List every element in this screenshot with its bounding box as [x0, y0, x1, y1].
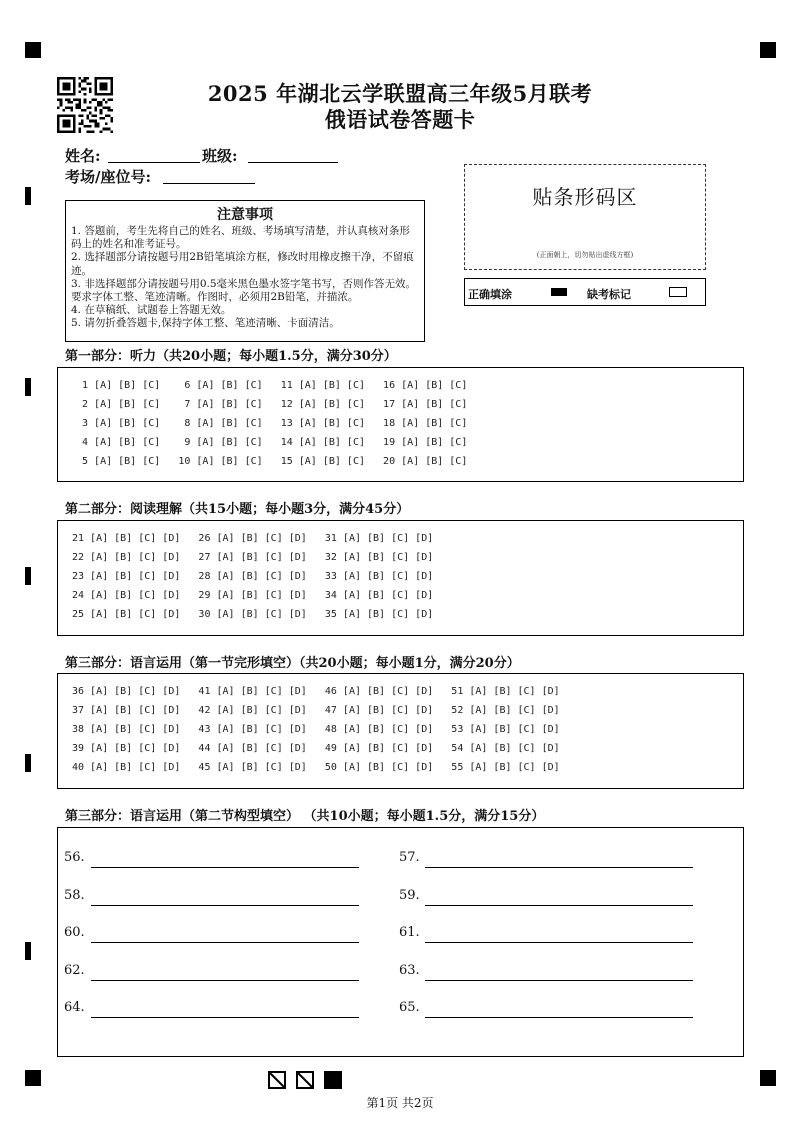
notice-item: 2. 选择题部分请按题号用2B铅笔填涂方框，修改时用橡皮擦干净，不留痕迹。	[71, 251, 414, 277]
answer-row[interactable]: 38 [A] [B] [C] [D] 43 [A] [B] [C] [D] 48 [A] [B] [C] [D] 53 [A] [B] [C] [D]	[72, 724, 560, 735]
exam-title: 2025 年湖北云学联盟高三年级5月联考	[207, 81, 593, 106]
answer-sheet-title: 俄语试卷答题卡	[324, 107, 476, 132]
fill-label-60: 60.	[64, 925, 85, 940]
fill-label-62: 62.	[64, 963, 85, 978]
barcode-title: 贴条形码区	[532, 185, 638, 209]
timing-mark	[25, 754, 31, 772]
section2-header: 第二部分：阅读理解（共15小题；每小题3分，满分45分）	[65, 502, 410, 517]
fill-label-65: 65.	[399, 1000, 420, 1015]
absent-mark-label: 缺考标记	[587, 288, 631, 301]
fill-label-61: 61.	[399, 925, 420, 940]
answer-line-59[interactable]	[425, 904, 693, 906]
name-label: 姓名:	[65, 147, 101, 165]
answer-row[interactable]: 40 [A] [B] [C] [D] 45 [A] [B] [C] [D] 50 [A] [B] [C] [D] 55 [A] [B] [C] [D]	[72, 762, 560, 773]
answer-row[interactable]: 21 [A] [B] [C] [D] 26 [A] [B] [C] [D] 31 [A] [B] [C] [D]	[72, 533, 434, 544]
section3a-answer-box	[57, 673, 744, 789]
corner-mark-top-right	[760, 42, 776, 58]
barcode-note: (正面朝上，切勿贴出虚线方框)	[536, 251, 634, 259]
answer-line-57[interactable]	[425, 866, 693, 868]
absent-mark-checkbox[interactable]	[669, 287, 687, 297]
answer-row[interactable]: 1 [A] [B] [C] 6 [A] [B] [C] 11 [A] [B] [C] 16 [A] [B] [C]	[76, 380, 468, 391]
page-code-filled-mark	[324, 1071, 342, 1089]
answer-line-65[interactable]	[425, 1016, 693, 1018]
fill-guide	[464, 278, 706, 306]
answer-line-62[interactable]	[91, 979, 359, 981]
answer-row[interactable]: 2 [A] [B] [C] 7 [A] [B] [C] 12 [A] [B] [C] 17 [A] [B] [C]	[76, 399, 468, 410]
timing-mark	[25, 942, 31, 960]
class-label: 班级:	[202, 147, 238, 165]
fill-label-64: 64.	[64, 1000, 85, 1015]
section3b-header: 第三部分：语言运用（第二节构型填空） （共10小题；每小题1.5分，满分15分）	[65, 809, 545, 824]
barcode-area	[464, 164, 706, 270]
answer-line-56[interactable]	[91, 866, 359, 868]
fill-label-58: 58.	[64, 888, 85, 903]
notice-box	[65, 200, 425, 342]
answer-line-64[interactable]	[91, 1016, 359, 1018]
corner-mark-bottom-left	[25, 1070, 41, 1086]
answer-row[interactable]: 22 [A] [B] [C] [D] 27 [A] [B] [C] [D] 32 [A] [B] [C] [D]	[72, 552, 434, 563]
exam-room-label: 考场/座位号:	[65, 168, 152, 186]
answer-row[interactable]: 36 [A] [B] [C] [D] 41 [A] [B] [C] [D] 46 [A] [B] [C] [D] 51 [A] [B] [C] [D]	[72, 686, 560, 697]
fill-label-57: 57.	[399, 850, 420, 865]
section2-answer-box	[57, 520, 744, 636]
answer-row[interactable]: 23 [A] [B] [C] [D] 28 [A] [B] [C] [D] 33 [A] [B] [C] [D]	[72, 571, 434, 582]
section1-header: 第一部分：听力（共20小题；每小题1.5分，满分30分）	[65, 349, 397, 364]
fill-label-63: 63.	[399, 963, 420, 978]
section1-answer-box	[57, 367, 744, 482]
timing-mark	[25, 378, 31, 396]
answer-row[interactable]: 24 [A] [B] [C] [D] 29 [A] [B] [C] [D] 34 [A] [B] [C] [D]	[72, 590, 434, 601]
notice-title: 注意事项	[217, 207, 273, 223]
corner-mark-top-left	[25, 42, 41, 58]
correct-fill-label: 正确填涂	[468, 288, 512, 301]
notice-item: 4. 在草稿纸、试题卷上答题无效。	[71, 304, 232, 317]
timing-mark	[25, 567, 31, 585]
notice-item: 3. 非选择题部分请按题号用0.5毫米黑色墨水签字笔书写，否则作答无效。要求字体工整、笔迹清晰。作图时，必须用2B铅笔，并描浓。	[71, 277, 417, 304]
corner-mark-bottom-right	[760, 1070, 776, 1086]
page-code-slash-icon	[268, 1071, 286, 1089]
answer-line-61[interactable]	[425, 941, 693, 943]
answer-row[interactable]: 39 [A] [B] [C] [D] 44 [A] [B] [C] [D] 49 [A] [B] [C] [D] 54 [A] [B] [C] [D]	[72, 743, 560, 754]
class-field[interactable]	[248, 146, 338, 163]
exam-room-field[interactable]	[163, 167, 255, 184]
correct-fill-sample	[551, 288, 567, 296]
fill-label-56: 56.	[64, 850, 85, 865]
answer-row[interactable]: 5 [A] [B] [C] 10 [A] [B] [C] 15 [A] [B] [C] 20 [A] [B] [C]	[76, 456, 468, 467]
fill-label-59: 59.	[399, 888, 420, 903]
answer-row[interactable]: 37 [A] [B] [C] [D] 42 [A] [B] [C] [D] 47 [A] [B] [C] [D] 52 [A] [B] [C] [D]	[72, 705, 560, 716]
section3b-answer-box	[57, 827, 744, 1057]
answer-row[interactable]: 25 [A] [B] [C] [D] 30 [A] [B] [C] [D] 35 [A] [B] [C] [D]	[72, 609, 434, 620]
answer-line-63[interactable]	[425, 979, 693, 981]
name-field[interactable]	[108, 146, 200, 163]
answer-line-60[interactable]	[91, 941, 359, 943]
answer-row[interactable]: 3 [A] [B] [C] 8 [A] [B] [C] 13 [A] [B] [C] 18 [A] [B] [C]	[76, 418, 468, 429]
section3a-header: 第三部分：语言运用（第一节完形填空）（共20小题；每小题1分，满分20分）	[65, 656, 520, 671]
timing-mark	[25, 187, 31, 205]
page-code-slash-icon	[296, 1071, 314, 1089]
notice-item: 1. 答题前，考生先将自己的姓名、班级、考场填写清楚，并认真核对条形码上的姓名和准考证号。	[71, 225, 410, 251]
answer-row[interactable]: 4 [A] [B] [C] 9 [A] [B] [C] 14 [A] [B] [C] 19 [A] [B] [C]	[76, 437, 468, 448]
notice-item: 5. 请勿折叠答题卡,保持字体工整、笔迹清晰、卡面清洁。	[71, 317, 340, 330]
answer-line-58[interactable]	[91, 904, 359, 906]
page-number: 第1页 共2页	[366, 1096, 434, 1110]
